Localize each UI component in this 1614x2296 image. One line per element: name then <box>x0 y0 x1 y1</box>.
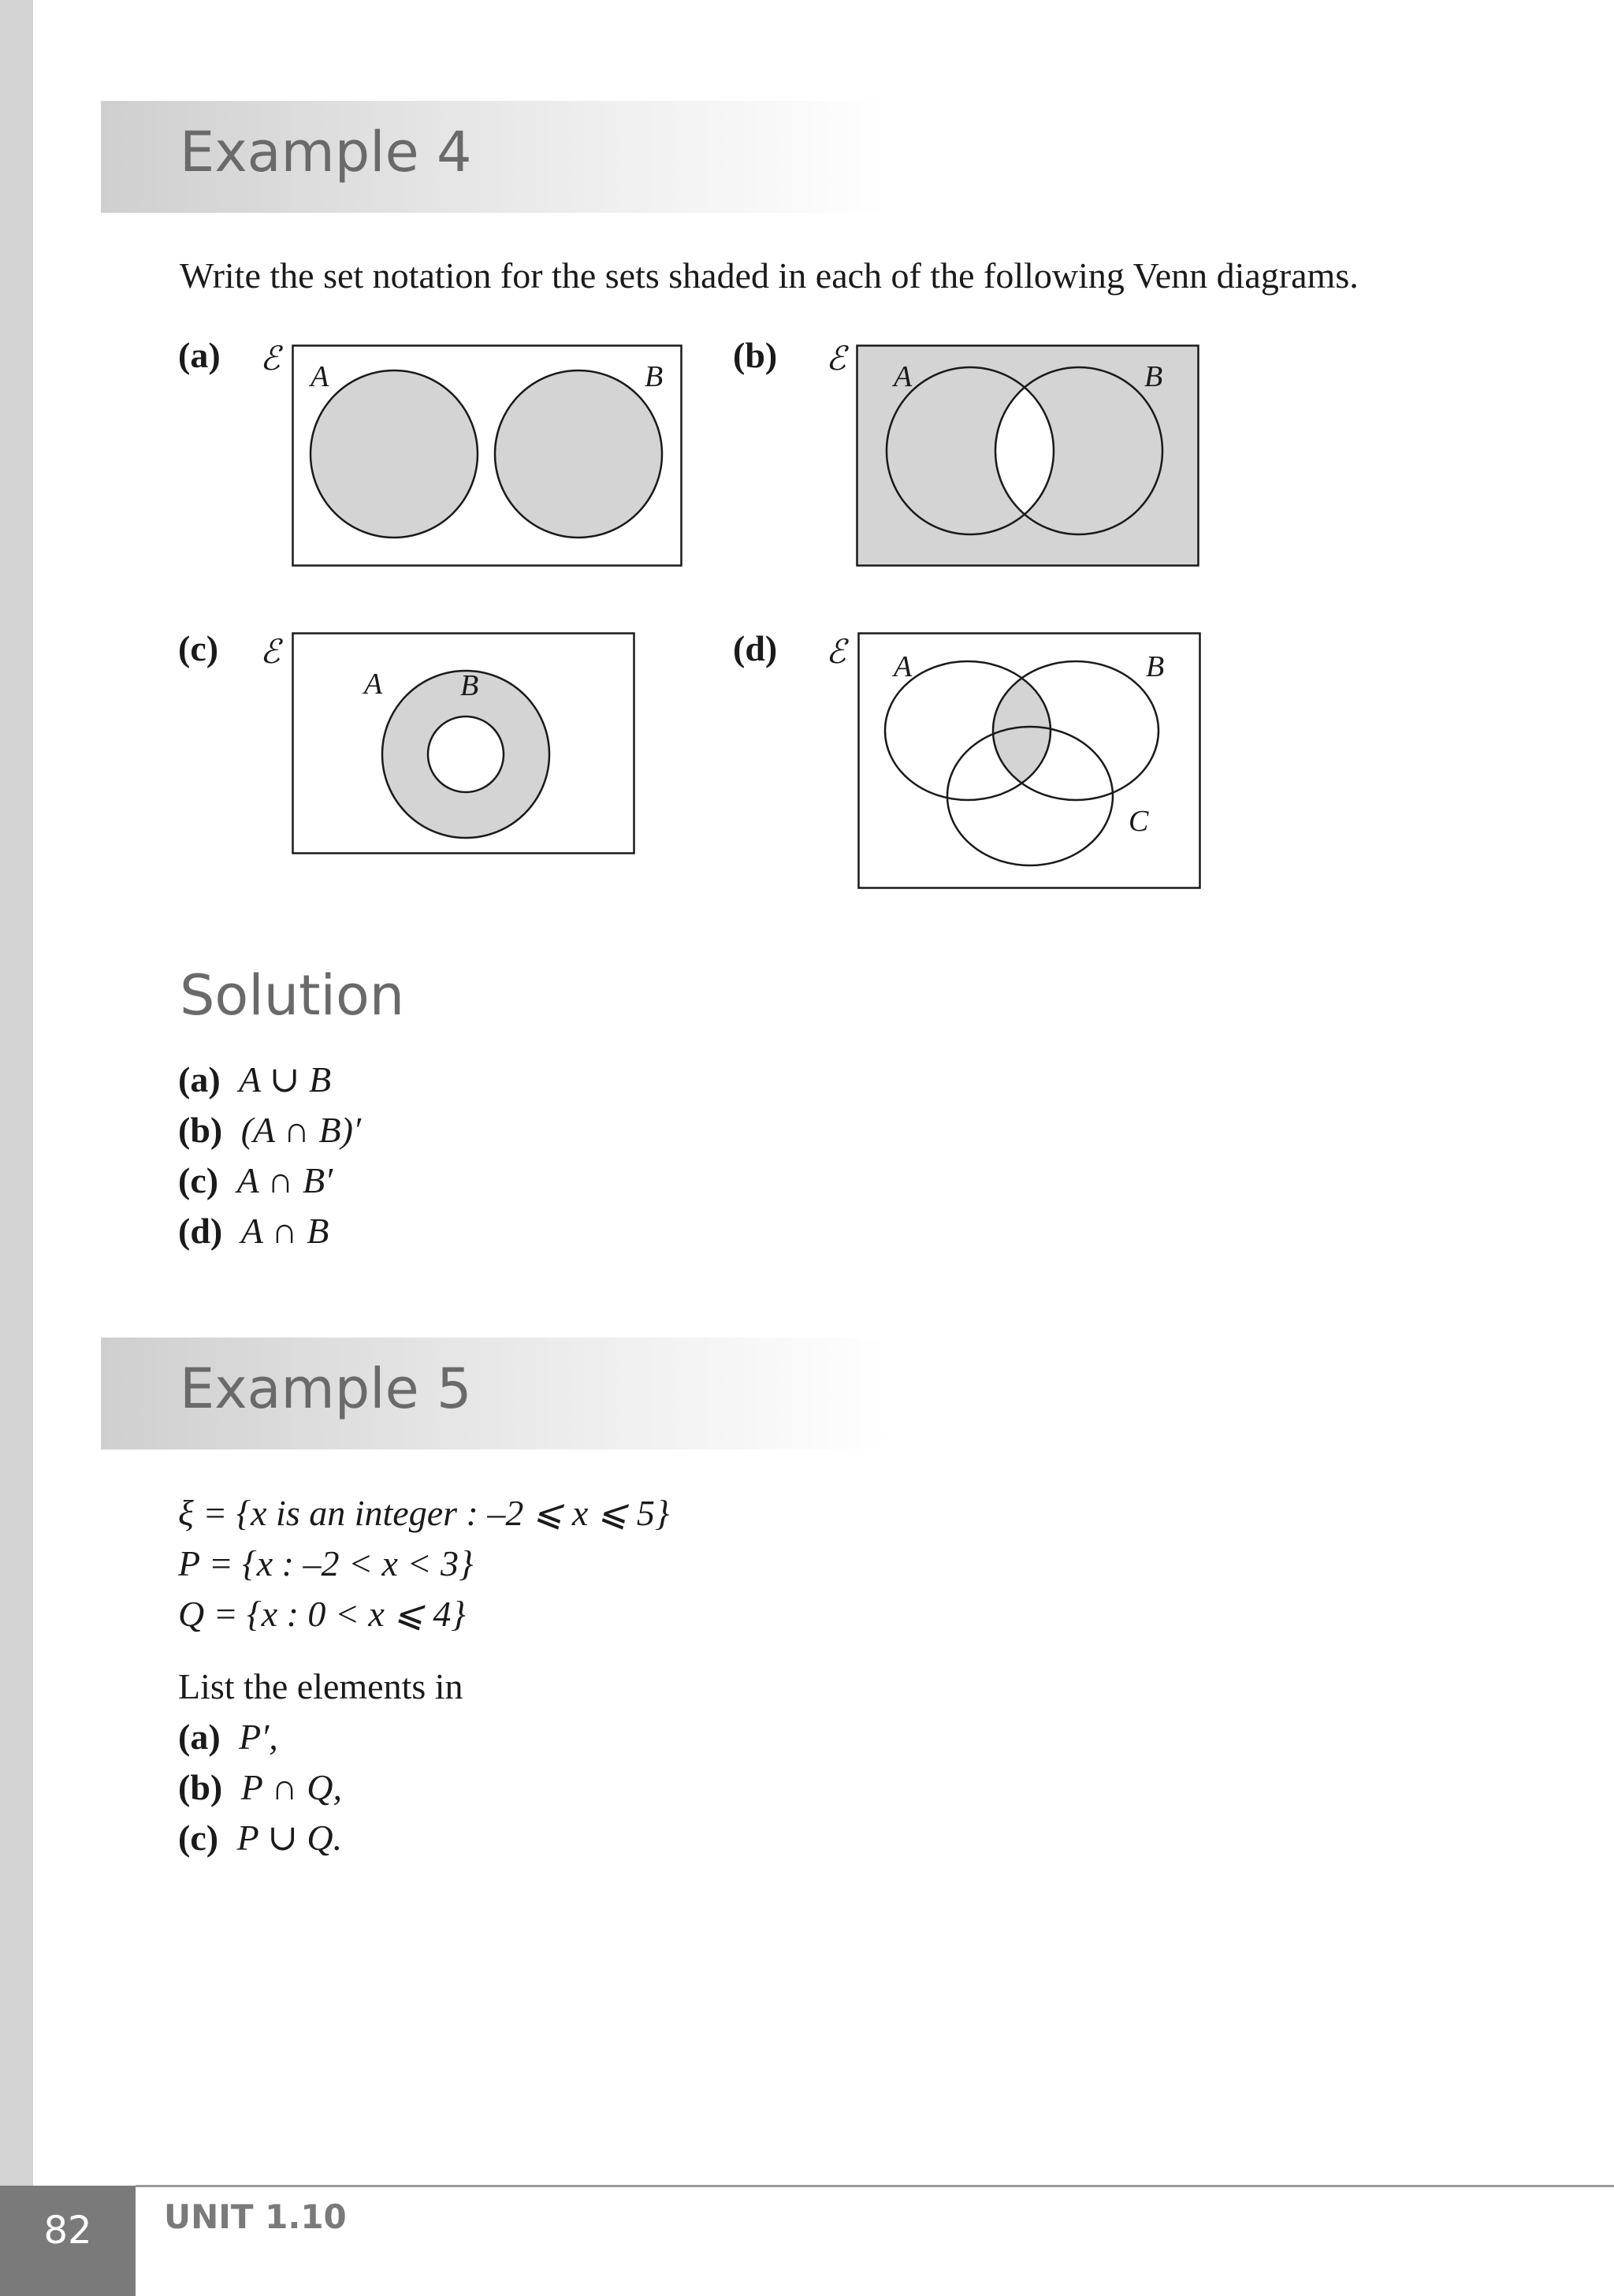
definition-universal-set: ξ = {x is an integer : –2 ⩽ x ⩽ 5} <box>178 1493 670 1533</box>
diagram-a-set-a-label: A <box>311 360 329 393</box>
solution-answer-c <box>178 1155 333 1206</box>
diagram-b-label: (b) <box>733 335 778 375</box>
answer-label: (d) <box>178 1211 223 1251</box>
answer-expression: A ∪ B <box>239 1059 332 1100</box>
venn-diagram-c <box>292 632 635 854</box>
diagram-c-circle-a <box>428 716 504 792</box>
diagram-d-set-a-label: A <box>894 650 913 683</box>
part-expression: P ∪ Q. <box>236 1818 343 1858</box>
part-expression: P′, <box>239 1717 278 1757</box>
solution-answer-d <box>178 1206 329 1256</box>
diagram-d-label: (d) <box>733 628 778 668</box>
diagram-b-set-b-label: B <box>1144 360 1163 393</box>
diagram-a-circle-a <box>311 370 478 538</box>
footer-divider <box>136 2185 1614 2187</box>
diagram-d-set-c-label: C <box>1129 805 1149 838</box>
example-5-title: Example 5 <box>180 1356 472 1421</box>
diagram-a-circle-b <box>495 370 662 538</box>
part-label: (b) <box>178 1767 223 1807</box>
answer-label: (a) <box>178 1059 221 1100</box>
answer-label: (b) <box>178 1110 223 1150</box>
diagram-a-label: (a) <box>178 335 221 375</box>
example-4-instruction: Write the set notation for the sets shaded in each of the following Venn diagrams. <box>180 255 1359 296</box>
answer-label: (c) <box>178 1160 219 1200</box>
answer-expression: A ∩ B′ <box>236 1160 333 1200</box>
definition-set-p: P = {x : –2 < x < 3} <box>178 1543 474 1583</box>
page-number: 82 <box>0 2186 136 2296</box>
diagram-d-set-b-label: B <box>1146 650 1165 683</box>
diagram-b-universal-symbol: ℰ <box>826 339 846 378</box>
unit-label: UNIT 1.10 <box>164 2197 347 2236</box>
solution-title: Solution <box>180 963 405 1028</box>
part-label: (c) <box>178 1818 219 1858</box>
diagram-a-set-b-label: B <box>645 360 664 393</box>
solution-answer-b <box>178 1105 361 1155</box>
diagram-c-set-b-label: B <box>460 669 479 702</box>
example-5-banner <box>101 1338 889 1449</box>
example-5-part-b <box>178 1762 342 1813</box>
diagram-c-universal-symbol: ℰ <box>260 632 281 671</box>
diagram-a-universal-symbol: ℰ <box>260 339 281 378</box>
part-label: (a) <box>178 1717 221 1757</box>
answer-expression: (A ∩ B)′ <box>240 1110 362 1150</box>
example-5-part-c <box>178 1813 342 1863</box>
diagram-c-set-a-label: A <box>364 668 383 701</box>
example-5-prompt: List the elements in <box>178 1666 463 1706</box>
part-expression: P ∩ Q, <box>240 1767 342 1807</box>
definition-set-q: Q = {x : 0 < x ⩽ 4} <box>178 1594 466 1634</box>
example-4-title: Example 4 <box>180 120 472 184</box>
diagram-d-universal-symbol: ℰ <box>826 632 846 671</box>
diagram-b-set-a-label: A <box>894 360 913 393</box>
venn-diagram-a <box>292 344 682 567</box>
example-5-part-a <box>178 1712 278 1762</box>
answer-expression: A ∩ B <box>240 1211 329 1251</box>
solution-answer-a <box>178 1055 331 1105</box>
side-bar <box>0 0 33 2186</box>
diagram-c-label: (c) <box>178 628 219 668</box>
example-4-banner <box>101 101 889 213</box>
